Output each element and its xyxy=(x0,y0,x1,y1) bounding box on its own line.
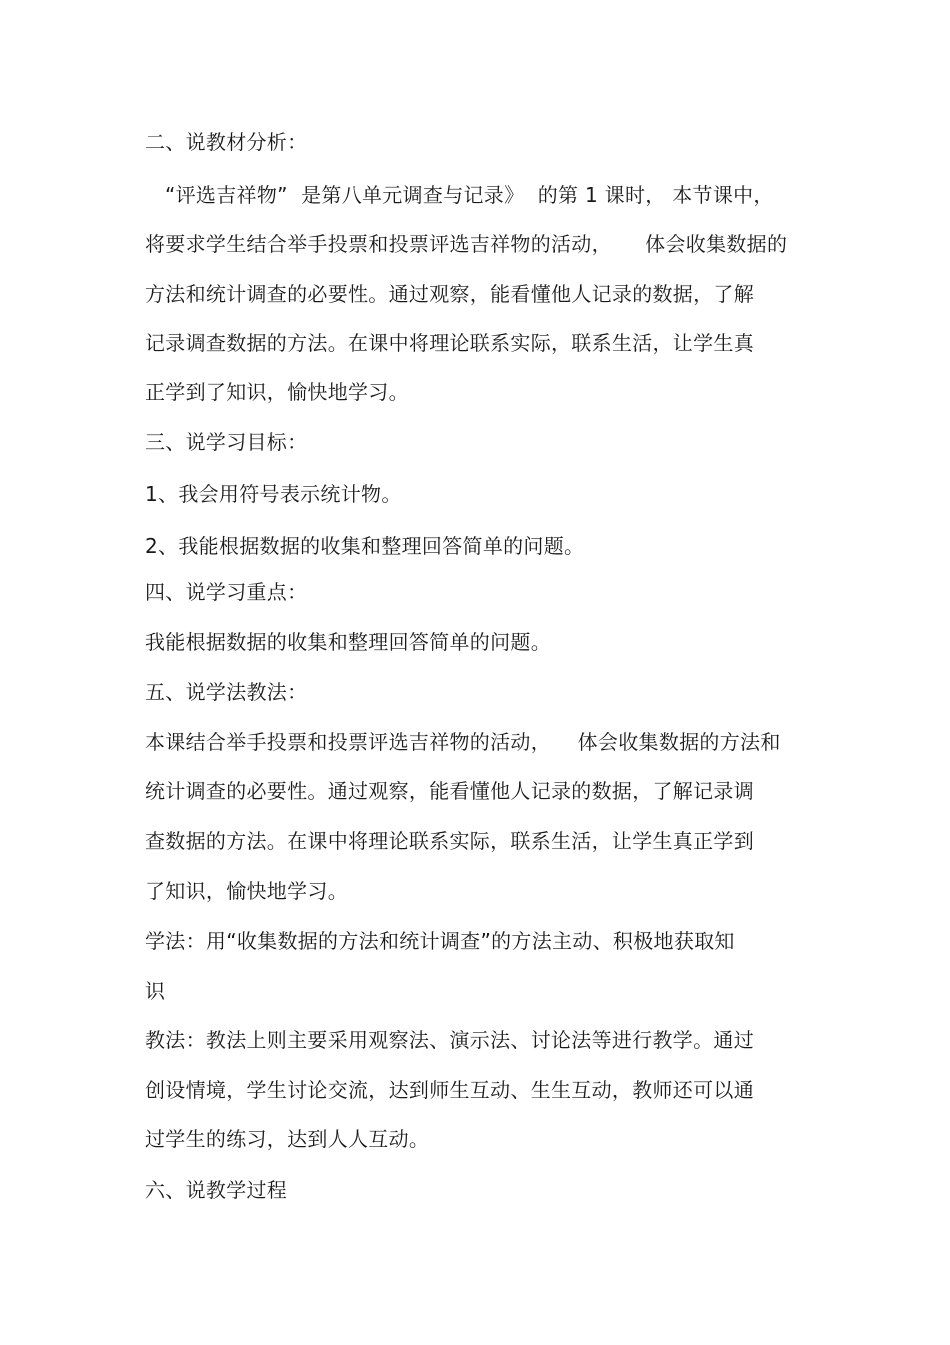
section-heading-teaching-process: 六、说教学过程 xyxy=(145,1178,288,1202)
paragraph-line: 方法和统计调查的必要性。通过观察，能看懂他人记录的数据，了解 xyxy=(145,282,754,306)
section-heading-methods: 五、说学法教法： xyxy=(145,680,308,704)
paragraph-line: 过学生的练习，达到人人互动。 xyxy=(145,1127,430,1151)
paragraph-line: 统计调查的必要性。通过观察，能看懂他人记录的数据，了解记录调 xyxy=(145,779,754,803)
paragraph-line: 我能根据数据的收集和整理回答简单的问题。 xyxy=(145,630,551,654)
list-item: 1、我会用符号表示统计物。 xyxy=(145,482,402,506)
list-item: 2、我能根据数据的收集和整理回答简单的问题。 xyxy=(145,534,585,558)
paragraph-line: 将要求学生结合举手投票和投票评选吉祥物的活动， 体会收集数据的 xyxy=(145,232,788,256)
paragraph-line: “评选吉祥物” 是第八单元调查与记录》 的第 1 课时， 本节课中， xyxy=(145,183,774,207)
paragraph-line: 本课结合举手投票和投票评选吉祥物的活动， 体会收集数据的方法和 xyxy=(145,730,781,754)
paragraph-line: 查数据的方法。在课中将理论联系实际，联系生活，让学生真正学到 xyxy=(145,829,754,853)
paragraph-line: 识 xyxy=(145,979,166,1003)
section-heading-key-points: 四、说学习重点： xyxy=(145,580,308,604)
paragraph-line: 了知识，愉快地学习。 xyxy=(145,879,348,903)
section-heading-learning-goals: 三、说学习目标： xyxy=(145,430,308,454)
paragraph-line: 教法：教法上则主要采用观察法、演示法、讨论法等进行教学。通过 xyxy=(145,1028,754,1052)
paragraph-line: 学法：用“收集数据的方法和统计调查”的方法主动、积极地获取知 xyxy=(145,929,735,953)
section-heading-textbook-analysis: 二、说教材分析： xyxy=(145,130,308,154)
paragraph-line: 记录调查数据的方法。在课中将理论联系实际，联系生活，让学生真 xyxy=(145,331,754,355)
paragraph-line: 正学到了知识，愉快地学习。 xyxy=(145,380,409,404)
paragraph-line: 创设情境，学生讨论交流，达到师生互动、生生互动，教师还可以通 xyxy=(145,1078,754,1102)
